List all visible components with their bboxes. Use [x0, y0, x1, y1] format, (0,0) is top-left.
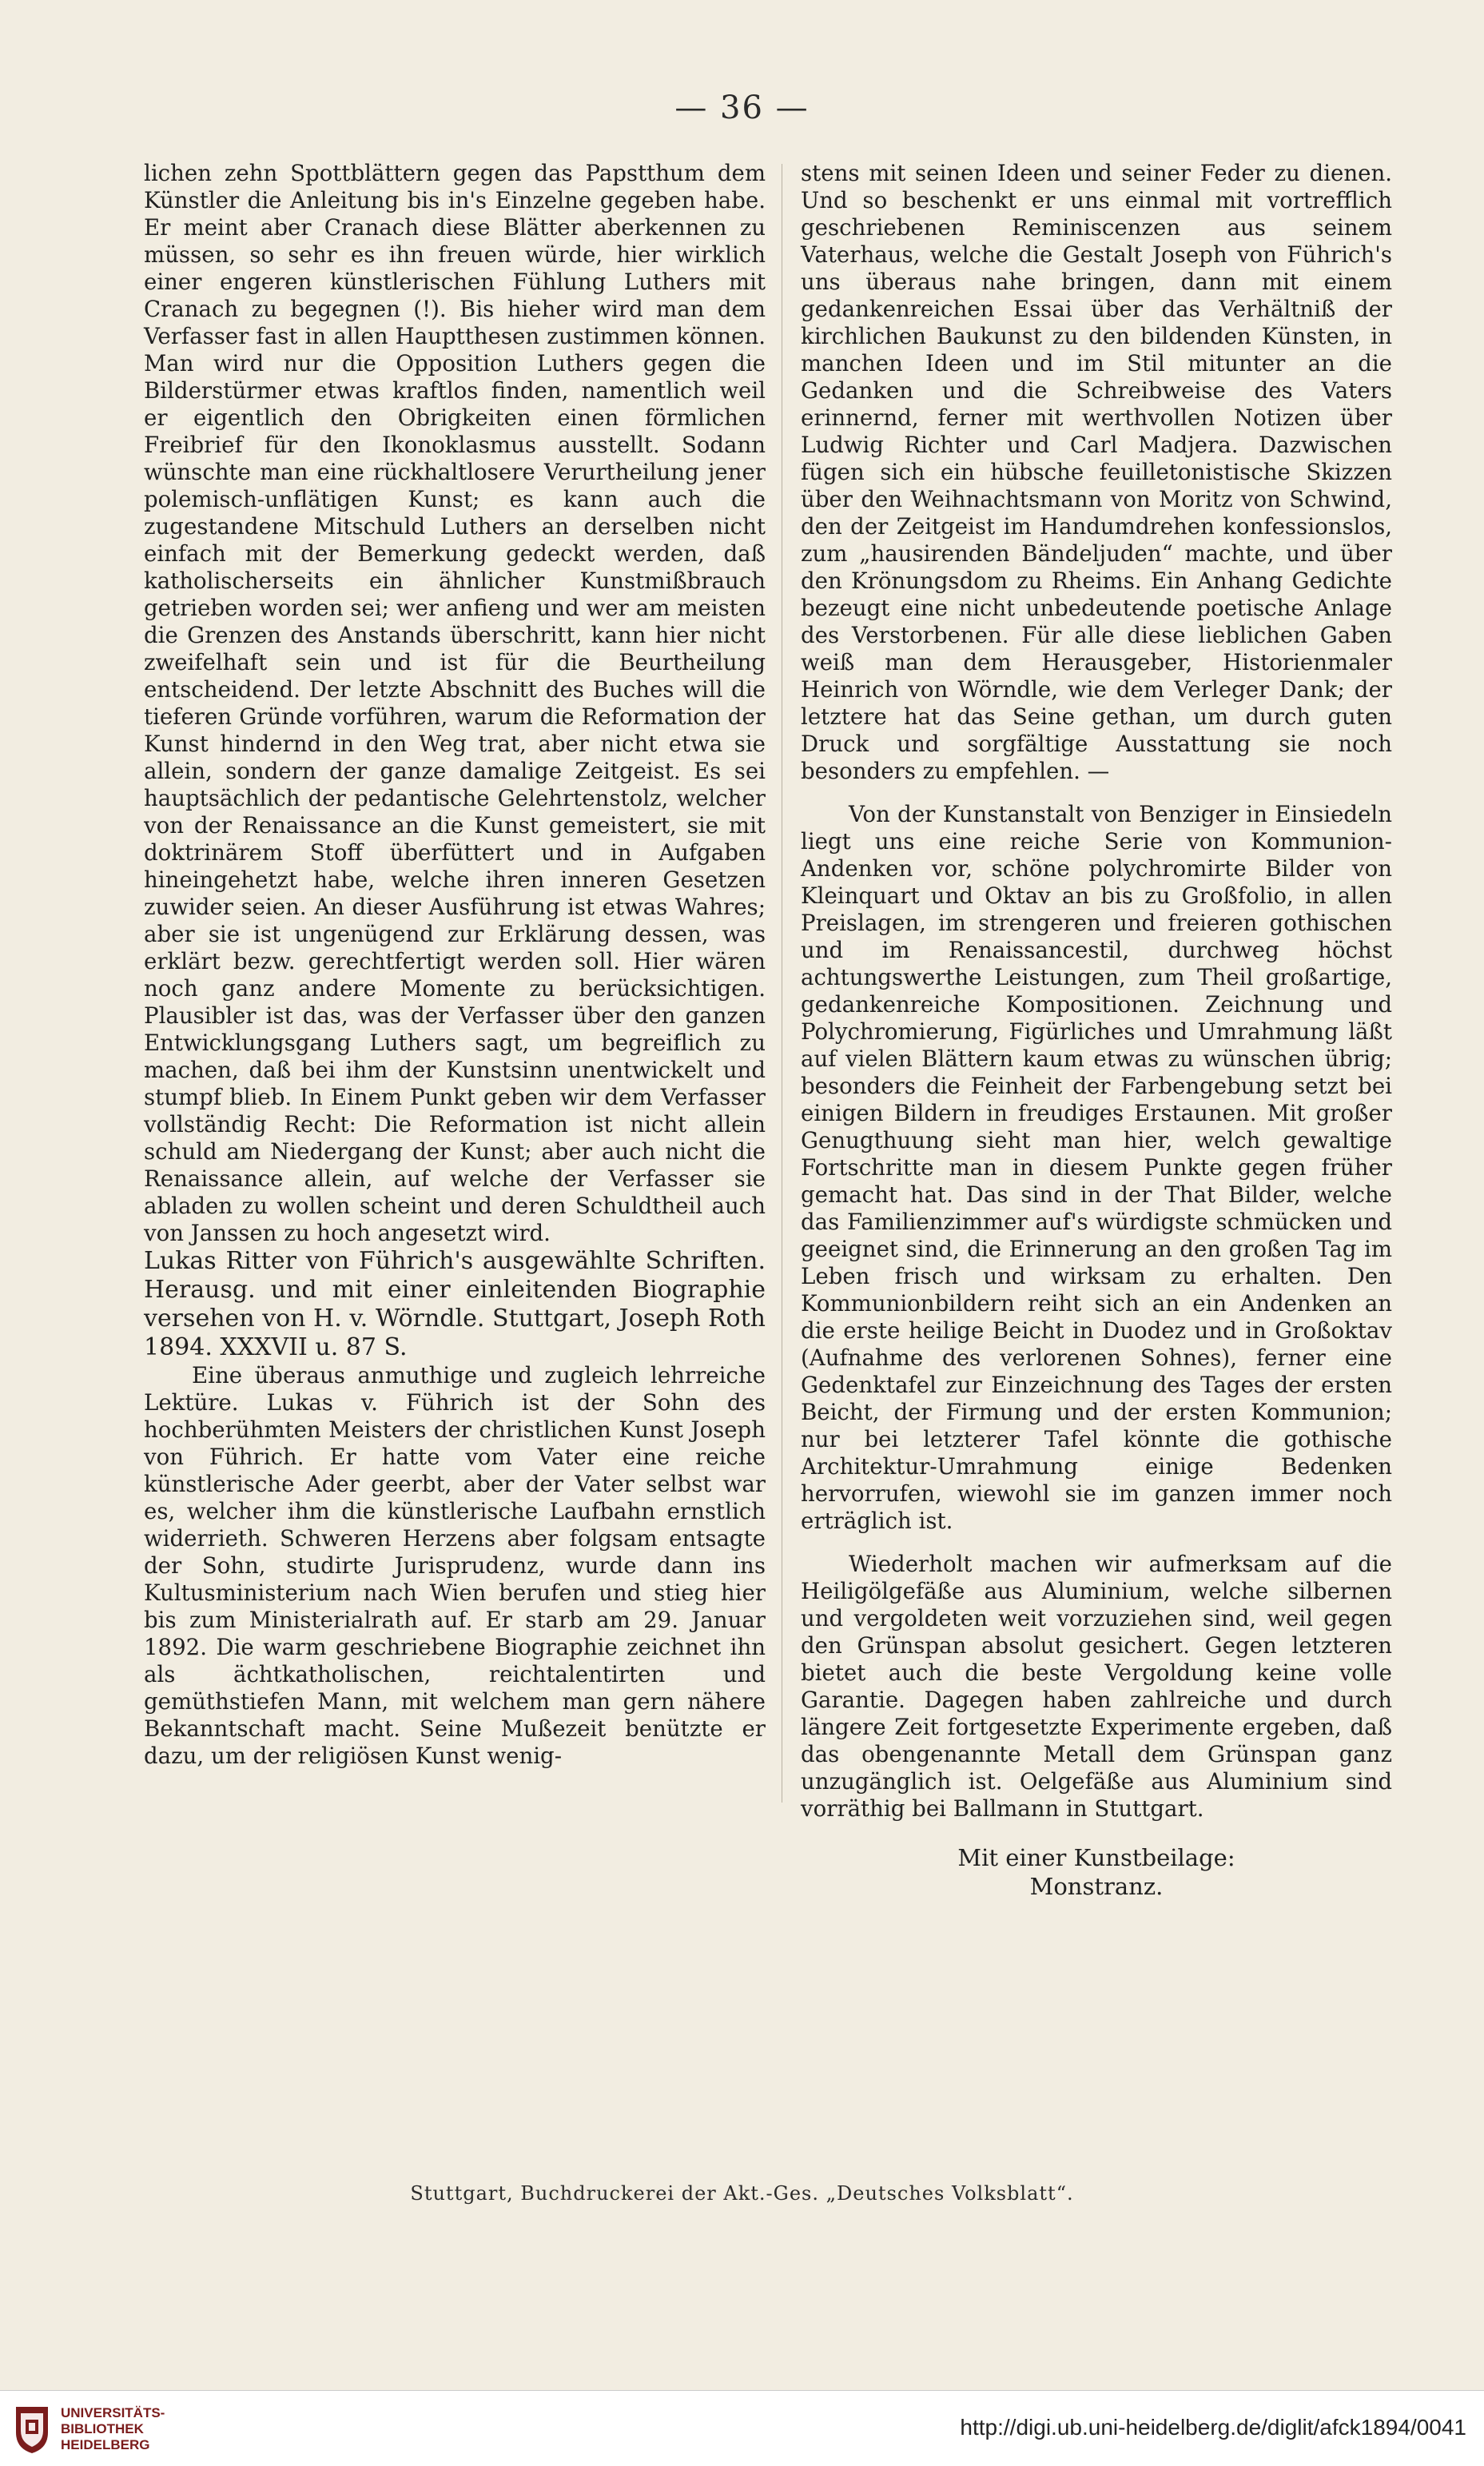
right-paragraph-1: stens mit seinen Ideen und seiner Feder zu dienen. Und so beschenkt er uns einmal mit vortrefflich geschriebenen Reminiscenzen aus seinem Vaterhaus, welche die Gestalt Joseph von Führich's uns überaus nahe bringen, dann mit einem gedankenreichen Essai über das Verhältniß der kirchlichen Baukunst zu den bildenden Künsten, in manchen Ideen und im Stil mitunter an die Gedanken und die Schreibweise des Vaters erinnernd, ferner mit werthvollen Notizen über Ludwig Richter und Carl Madjera. Dazwischen fügen sich ein hübsche feuilletonistische Skizzen über den Weihnachtsmann von Moritz von Schwind, den der Zeitgeist im Handumdrehen konfessionslos, zum „hausirenden Bändeljuden“ machte, und über den Krönungsdom zu Rheims. Ein Anhang Gedichte bezeugt eine nicht unbedeutende poetische Anlage des Verstorbenen. Für alle diese lieblichen Gaben weiß man dem Herausgeber, Historienmaler Heinrich von Wörndle, wie dem Verleger Dank; der letztere hat das Seine gethan, um durch guten Druck und sorgfältige Ausstattung sie noch besonders zu empfehlen. —: [801, 160, 1392, 784]
art-supplement-note: [801, 1843, 1392, 1901]
left-paragraph-1: lichen zehn Spottblättern gegen das Papstthum dem Künstler die Anleitung bis in's Einzelne gegeben habe. Er meint aber Cranach diese Blätter aberkennen zu müssen, so sehr es ihn freuen würde, hier wirklich einer engeren künstlerischen Fühlung Luthers mit Cranach zu begegnen (!). Bis hieher wird man dem Verfasser fast in allen Hauptthesen zustimmen können. Man wird nur die Opposition Luthers gegen die Bilderstürmer etwas kraftlos finden, namentlich weil er eigentlich den Obrigkeiten einen förmlichen Freibrief für den Ikonoklasmus ausstellt. Sodann wünschte man eine rückhaltlosere Verurtheilung jener polemisch-unflätigen Kunst; es kann auch die zugestandene Mitschuld Luthers an derselben nicht einfach mit der Bemerkung gedeckt werden, daß katholischerseits ein ähnlicher Kunstmißbrauch getrieben worden sei; wer anfieng und wer am meisten die Grenzen des Anstands überschritt, kann hier nicht zweifelhaft sein und ist für die Beurtheilung entscheidend. Der letzte Abschnitt des Buches will die tieferen Gründe vorführen, warum die Reformation der Kunst hindernd in den Weg trat, aber nicht etwa sie allein, sondern der ganze damalige Zeitgeist. Es sei hauptsächlich der pedantische Gelehrtenstolz, welcher von der Renaissance an die Kunst gemeistert, sie mit doktrinärem Stoff überfüttert und in Aufgaben hineingehetzt habe, welche ihren inneren Gesetzen zuwider seien. An dieser Ausführung ist etwas Wahres; aber sie ist ungenügend zur Erklärung dessen, was erklärt bezw. gerechtfertigt werden soll. Hier wären noch ganz andere Momente zu berücksichtigen. Plausibler ist das, was der Verfasser über den ganzen Entwicklungsgang Luthers sagt, um begreiflich zu machen, daß bei ihm der Kunstsinn unentwickelt und stumpf blieb. In Einem Punkt geben wir dem Verfasser vollständig Recht: Die Reformation ist nicht allein schuld am Niedergang der Kunst; aber auch nicht die Renaissance allein, auf welche der Verfasser sie abladen zu wollen scheint und deren Schuldtheil auch von Janssen zu hoch angesetzt wird.: [144, 160, 766, 1246]
supplement-line-2: Monstranz.: [1029, 1873, 1164, 1900]
university-seal-icon: [13, 2402, 51, 2455]
page-number: — 36 —: [674, 90, 810, 126]
library-name[interactable]: [61, 2405, 165, 2453]
right-column: [801, 160, 1392, 1901]
supplement-line-1: Mit einer Kunstbeilage:: [957, 1844, 1235, 1871]
right-paragraph-2: Von der Kunstanstalt von Benziger in Einsiedeln liegt uns eine reiche Serie von Kommunion-Andenken vor, schöne polychromirte Bilder von Kleinquart und Oktav an bis zu Großfolio, in allen Preislagen, im strengeren und freieren gothischen und im Renaissancestil, durchweg höchst achtungswerthe Leistungen, zum Theil großartige, gedankenreiche Kompositionen. Zeichnung und Polychromierung, Figürliches und Umrahmung läßt auf vielen Blättern kaum etwas zu wünschen übrig; besonders die Feinheit der Farbengebung setzt bei einigen Bildern in freudiges Erstaunen. Mit großer Genugthuung sieht man hier, welch gewaltige Fortschritte man in diesem Punkte gegen früher gemacht hat. Das sind in der That Bilder, welche das Familienzimmer auf's würdigste schmücken und geeignet sind, die Erinnerung an den großen Tag im Leben frisch und wirksam zu erhalten. Den Kommunionbildern reiht sich an ein Andenken an die erste heilige Beicht in Duodez und in Großoktav (Aufnahme des verlorenen Sohnes), ferner eine Gedenktafel zur Einzeichnung des Tages der ersten Beicht, der Firmung und der ersten Kommunion; nur bei letzterer Tafel könnte die gothische Architektur-Umrahmung einige Bedenken hervorrufen, wiewohl sie im ganzen immer noch erträglich ist.: [801, 801, 1392, 1534]
library-footer: [0, 2390, 1484, 2466]
left-column: [144, 160, 766, 1770]
library-name-line-2: BIBLIOTHEK: [61, 2421, 144, 2436]
left-paragraph-2: Eine überaus anmuthige und zugleich lehrreiche Lektüre. Lukas v. Führich ist der Sohn des hochberühmten Meisters der christlichen Kunst Joseph von Führich. Er hatte vom Vater eine reiche künstlerische Ader geerbt, aber der Vater selbst war es, welcher ihm die künstlerische Laufbahn ernstlich widerrieth. Schweren Herzens aber folgsam entsagte der Sohn, studirte Jurisprudenz, wurde dann ins Kultusministerium nach Wien berufen und stieg hier bis zum Ministerialrath auf. Er starb am 29. Januar 1892. Die warm geschriebene Biographie zeichnet ihn als ächtkatholischen, reichtalentirten und gemüthstiefen Mann, mit welchem man gern nähere Bekanntschaft macht. Seine Mußezeit benützte er dazu, um der religiösen Kunst wenig-: [144, 1362, 766, 1769]
library-name-line-3: HEIDELBERG: [61, 2437, 150, 2452]
library-name-line-1: UNIVERSITÄTS-: [61, 2405, 165, 2420]
book-entry-title: Lukas Ritter von Führich's ausgewählte Schriften. Herausg. und mit einer einleitenden Biographie versehen von H. v. Wörndle. Stuttgart, Joseph Roth 1894. XXXVII u. 87 S.: [144, 1247, 766, 1361]
printer-imprint: Stuttgart, Buchdruckerei der Akt.-Ges. „Deutsches Volksblatt“.: [410, 2182, 1074, 2205]
right-paragraph-3: Wiederholt machen wir aufmerksam auf die Heiligölgefäße aus Aluminium, welche silbernen und vergoldeten weit vorzuziehen sind, weil gegen den Grünspan absolut gesichert. Gegen letzteren bietet auch die beste Vergoldung keine volle Garantie. Dagegen haben zahlreiche und durch längere Zeit fortgesetzte Experimente ergeben, daß das obengenannte Metall dem Grünspan ganz unzugänglich ist. Oelgefäße aus Aluminium sind vorräthig bei Ballmann in Stuttgart.: [801, 1551, 1392, 1822]
source-url-link[interactable]: http://digi.ub.uni-heidelberg.de/diglit/afck1894/0041: [960, 2415, 1466, 2440]
